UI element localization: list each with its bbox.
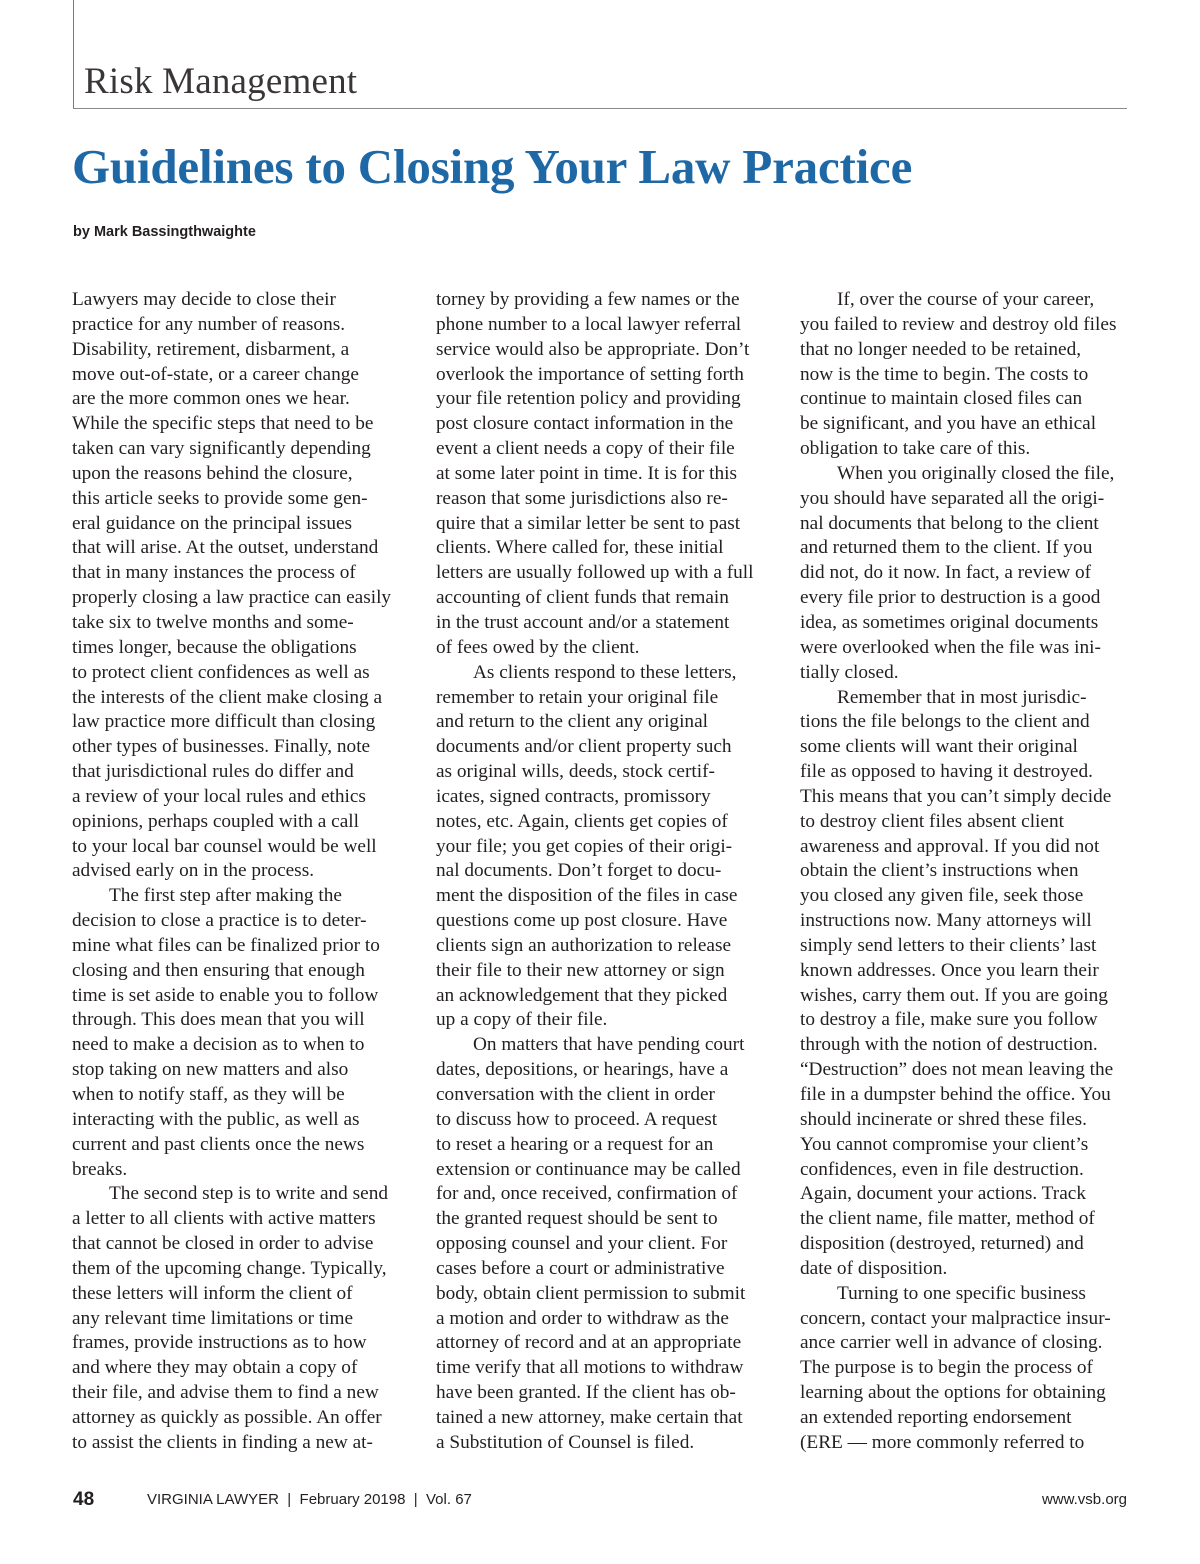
text-line: instructions now. Many attorneys will bbox=[800, 910, 1092, 932]
text-line: The first step after making the bbox=[109, 885, 342, 907]
text-line: stop taking on new matters and also bbox=[72, 1059, 349, 1081]
text-line: the client name, file matter, method of bbox=[800, 1208, 1095, 1230]
text-line: you should have separated all the origi- bbox=[800, 487, 1105, 509]
text-line: opposing counsel and your client. For bbox=[436, 1233, 728, 1255]
text-line: law practice more difficult than closing bbox=[72, 711, 376, 733]
text-line: need to make a decision as to when to bbox=[72, 1034, 365, 1056]
text-line: have been granted. If the client has ob- bbox=[436, 1382, 736, 1404]
text-line: upon the reasons behind the closure, bbox=[72, 462, 353, 484]
text-line: Disability, retirement, disbarment, a bbox=[72, 338, 350, 360]
text-line: decision to close a practice is to deter- bbox=[72, 910, 367, 932]
text-line: confidences, even in file destruction. bbox=[800, 1158, 1084, 1180]
text-line: mine what files can be finalized prior to bbox=[72, 934, 380, 956]
text-line: an acknowledgement that they picked bbox=[436, 984, 728, 1006]
text-line: obtain the client’s instructions when bbox=[800, 860, 1079, 882]
text-line: (ERE — more commonly referred to bbox=[800, 1431, 1085, 1453]
text-line: attorney as quickly as possible. An offer bbox=[72, 1406, 382, 1428]
text-line: this article seeks to provide some gen- bbox=[72, 487, 368, 509]
text-line: obligation to take care of this. bbox=[800, 438, 1031, 460]
text-line: a Substitution of Counsel is filed. bbox=[436, 1431, 695, 1453]
text-line: When you originally closed the file, bbox=[837, 462, 1115, 484]
footer-url: www.vsb.org bbox=[1041, 1491, 1127, 1508]
text-line: post closure contact information in the bbox=[436, 413, 734, 435]
text-line: While the specific steps that need to be bbox=[72, 413, 374, 435]
text-line: are the more common ones we hear. bbox=[72, 388, 350, 410]
text-line: nal documents that belong to the client bbox=[800, 512, 1099, 534]
article-column-3 bbox=[800, 288, 1140, 1456]
text-line: file in a dumpster behind the office. You bbox=[800, 1084, 1111, 1105]
text-line: concern, contact your malpractice insur- bbox=[800, 1307, 1111, 1329]
text-line: date of disposition. bbox=[800, 1257, 948, 1279]
text-line: and where they may obtain a copy of bbox=[72, 1357, 358, 1379]
text-line: If, over the course of your career, bbox=[837, 289, 1095, 310]
text-line: file as opposed to having it destroyed. bbox=[800, 761, 1093, 783]
text-line: as original wills, deeds, stock certif- bbox=[436, 761, 715, 783]
text-line: their file, and advise them to find a new bbox=[72, 1382, 379, 1404]
text-line: you failed to review and destroy old files bbox=[800, 313, 1117, 335]
text-line: Turning to one specific business bbox=[837, 1282, 1086, 1304]
text-line: accounting of client funds that remain bbox=[436, 587, 729, 609]
text-line: to destroy client files absent client bbox=[800, 810, 1064, 832]
text-line: at some later point in time. It is for this bbox=[436, 462, 737, 484]
text-line: reason that some jurisdictions also re- bbox=[436, 487, 728, 509]
text-line: when to notify staff, as they will be bbox=[72, 1084, 345, 1105]
text-line: your file; you get copies of their origi- bbox=[436, 835, 733, 857]
text-line: tially closed. bbox=[800, 661, 899, 683]
text-line: a motion and order to withdraw as the bbox=[436, 1307, 729, 1329]
text-line: opinions, perhaps coupled with a call bbox=[72, 810, 360, 832]
text-line: to protect client confidences as well as bbox=[72, 661, 370, 683]
text-line: torney by providing a few names or the bbox=[436, 289, 740, 310]
text-line: to destroy a file, make sure you follow bbox=[800, 1009, 1098, 1031]
text-line: This means that you can’t simply decide bbox=[800, 785, 1112, 807]
text-line: some clients will want their original bbox=[800, 736, 1078, 758]
text-line: questions come up post closure. Have bbox=[436, 910, 728, 932]
text-line: Remember that in most jurisdic- bbox=[837, 686, 1087, 708]
text-line: closing and then ensuring that enough bbox=[72, 959, 365, 981]
text-line: On matters that have pending court bbox=[473, 1034, 745, 1056]
text-line: idea, as sometimes original documents bbox=[800, 611, 1099, 633]
text-line: to reset a hearing or a request for an bbox=[436, 1133, 714, 1155]
text-line: quire that a similar letter be sent to past bbox=[436, 512, 741, 534]
text-line: to assist the clients in finding a new at- bbox=[72, 1431, 373, 1453]
text-line: learning about the options for obtaining bbox=[800, 1382, 1106, 1404]
text-line: did not, do it now. In fact, a review of bbox=[800, 562, 1092, 584]
text-line: through. This does mean that you will bbox=[72, 1009, 365, 1031]
text-line: event a client needs a copy of their file bbox=[436, 438, 735, 460]
text-line: every file prior to destruction is a good bbox=[800, 587, 1101, 609]
article-column-1 bbox=[72, 288, 410, 1456]
article-title: Guidelines to Closing Your Law Practice bbox=[72, 139, 913, 194]
text-line: interacting with the public, as well as bbox=[72, 1108, 360, 1130]
text-line: phone number to a local lawyer referral bbox=[436, 313, 742, 335]
section-label: Risk Management bbox=[84, 61, 358, 102]
text-line: that will arise. At the outset, understand bbox=[72, 537, 379, 559]
text-line: Lawyers may decide to close their bbox=[72, 289, 336, 310]
text-line: current and past clients once the news bbox=[72, 1133, 365, 1155]
text-line: now is the time to begin. The costs to bbox=[800, 363, 1089, 385]
text-line: an extended reporting endorsement bbox=[800, 1406, 1072, 1428]
text-line: body, obtain client permission to submit bbox=[436, 1282, 746, 1304]
text-line: times longer, because the obligations bbox=[72, 636, 357, 658]
text-line: through with the notion of destruction. bbox=[800, 1034, 1098, 1056]
text-line: be significant, and you have an ethical bbox=[800, 413, 1097, 435]
text-line: the granted request should be sent to bbox=[436, 1208, 718, 1230]
text-line: and returned them to the client. If you bbox=[800, 537, 1093, 559]
byline: by Mark Bassingthwaighte bbox=[73, 224, 256, 240]
text-line: dates, depositions, or hearings, have a bbox=[436, 1059, 729, 1081]
text-line: their file to their new attorney or sign bbox=[436, 959, 725, 981]
text-line: The purpose is to begin the process of bbox=[800, 1357, 1093, 1379]
text-line: move out-of-state, or a career change bbox=[72, 363, 359, 385]
text-line: to discuss how to proceed. A request bbox=[436, 1108, 718, 1130]
text-line: simply send letters to their clients’ last bbox=[800, 934, 1097, 956]
page-number: 48 bbox=[73, 1489, 95, 1510]
text-line: wishes, carry them out. If you are going bbox=[800, 984, 1108, 1006]
text-line: advised early on in the process. bbox=[72, 860, 315, 882]
text-line: that in many instances the process of bbox=[72, 562, 356, 584]
text-line: eral guidance on the principal issues bbox=[72, 512, 353, 534]
text-line: properly closing a law practice can easily bbox=[72, 587, 392, 609]
text-line: letters are usually followed up with a full bbox=[436, 562, 754, 584]
text-line: practice for any number of reasons. bbox=[72, 313, 346, 335]
text-line: disposition (destroyed, returned) and bbox=[800, 1233, 1084, 1255]
article-column-2 bbox=[436, 288, 774, 1456]
text-line: tions the file belongs to the client and bbox=[800, 711, 1090, 733]
text-line: attorney of record and at an appropriate bbox=[436, 1332, 742, 1354]
text-line: them of the upcoming change. Typically, bbox=[72, 1257, 387, 1279]
text-line: service would also be appropriate. Don’t bbox=[436, 338, 750, 360]
text-line: known addresses. Once you learn their bbox=[800, 959, 1099, 981]
text-line: breaks. bbox=[72, 1158, 128, 1180]
text-line: Again, document your actions. Track bbox=[800, 1183, 1086, 1205]
text-line: your file retention policy and providing bbox=[436, 388, 741, 410]
text-line: taken can vary significantly depending bbox=[72, 438, 371, 460]
text-line: should incinerate or shred these files. bbox=[800, 1108, 1087, 1130]
header-vertical-rule bbox=[73, 0, 74, 108]
text-line: a review of your local rules and ethics bbox=[72, 785, 366, 807]
text-line: were overlooked when the file was ini- bbox=[800, 636, 1101, 658]
text-line: As clients respond to these letters, bbox=[473, 661, 737, 683]
text-line: any relevant time limitations or time bbox=[72, 1307, 354, 1329]
text-line: awareness and approval. If you did not bbox=[800, 835, 1100, 857]
text-line: tained a new attorney, make certain that bbox=[436, 1406, 743, 1428]
text-line: other types of businesses. Finally, note bbox=[72, 736, 371, 758]
text-line: remember to retain your original file bbox=[436, 686, 719, 708]
text-line: of fees owed by the client. bbox=[436, 636, 640, 658]
text-line: icates, signed contracts, promissory bbox=[436, 785, 711, 807]
text-line: take six to twelve months and some- bbox=[72, 611, 354, 633]
text-line: that jurisdictional rules do differ and bbox=[72, 761, 354, 783]
text-line: frames, provide instructions as to how bbox=[72, 1332, 367, 1354]
text-line: cases before a court or administrative bbox=[436, 1257, 725, 1279]
text-line: time is set aside to enable you to follow bbox=[72, 984, 379, 1006]
text-line: and return to the client any original bbox=[436, 711, 708, 733]
text-line: notes, etc. Again, clients get copies of bbox=[436, 810, 728, 832]
text-line: for and, once received, confirmation of bbox=[436, 1183, 738, 1205]
text-line: clients sign an authorization to release bbox=[436, 934, 732, 956]
footer-masthead: VIRGINIA LAWYER | February 20198 | Vol. 67 bbox=[147, 1491, 472, 1508]
text-line: up a copy of their file. bbox=[436, 1009, 608, 1031]
text-line: nal documents. Don’t forget to docu- bbox=[436, 860, 722, 882]
text-line: overlook the importance of setting forth bbox=[436, 363, 744, 385]
header-horizontal-rule bbox=[73, 108, 1127, 109]
text-line: The second step is to write and send bbox=[109, 1183, 388, 1205]
text-line: ance carrier well in advance of closing. bbox=[800, 1332, 1103, 1354]
text-line: these letters will inform the client of bbox=[72, 1282, 353, 1304]
text-line: that no longer needed to be retained, bbox=[800, 338, 1082, 360]
text-line: in the trust account and/or a statement bbox=[436, 611, 730, 633]
text-line: extension or continuance may be called bbox=[436, 1158, 741, 1180]
text-line: You cannot compromise your client’s bbox=[800, 1133, 1089, 1155]
text-line: that cannot be closed in order to advise bbox=[72, 1233, 374, 1255]
text-line: “Destruction” does not mean leaving the bbox=[800, 1059, 1114, 1081]
text-line: ment the disposition of the files in case bbox=[436, 885, 738, 907]
text-line: clients. Where called for, these initial bbox=[436, 537, 724, 559]
text-line: conversation with the client in order bbox=[436, 1084, 715, 1105]
text-line: a letter to all clients with active matters bbox=[72, 1208, 376, 1230]
text-line: time verify that all motions to withdraw bbox=[436, 1357, 744, 1379]
text-line: continue to maintain closed files can bbox=[800, 388, 1083, 410]
text-line: documents and/or client property such bbox=[436, 736, 732, 758]
text-line: the interests of the client make closing a bbox=[72, 686, 383, 708]
text-line: you closed any given file, seek those bbox=[800, 885, 1084, 907]
text-line: to your local bar counsel would be well bbox=[72, 835, 377, 857]
